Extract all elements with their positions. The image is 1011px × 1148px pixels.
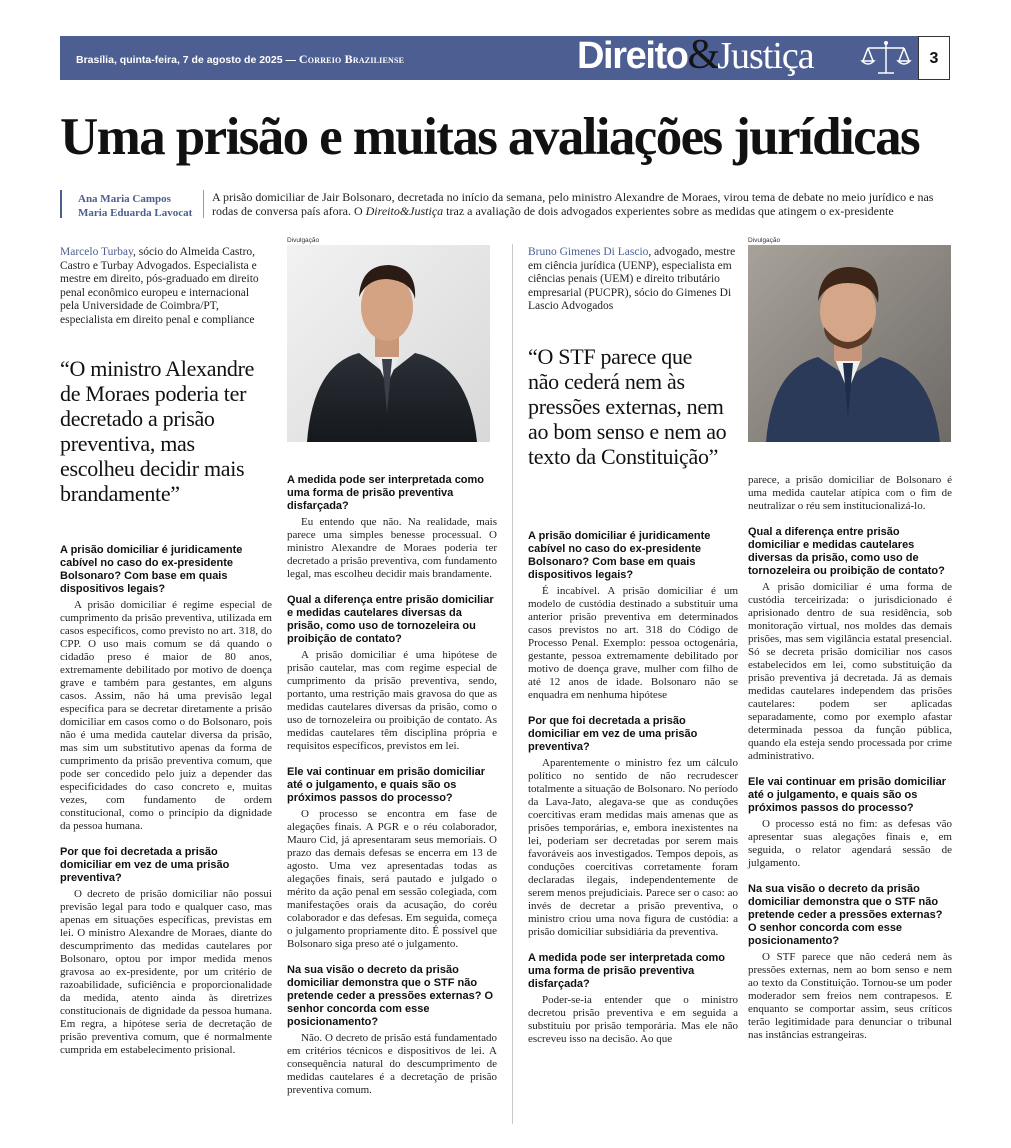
interview-question: Na sua visão o decreto da prisão domiciliar demonstra que o STF não pretende ceder a pressões externas? O senhor concorda com esse posicionamento? bbox=[287, 964, 494, 1028]
interview-answer: Não. O decreto de prisão está fundamentado em critérios técnicos e dispositivos de lei. A consequência natural do descumprimento de medidas cautelares é a decretação de prisão preventiva comum. bbox=[287, 1032, 497, 1096]
interview-question: Na sua visão o decreto da prisão domiciliar demonstra que o STF não pretende ceder a pressões externas? O senhor concorda com esse posicionamento? bbox=[748, 883, 943, 947]
interview-answer-continued: parece, a prisão domiciliar de Bolsonaro é uma medida cautelar atípica com o fim de neutralizar o réu sem institucionalizá-lo. bbox=[748, 474, 952, 512]
interview-answer: É incabível. A prisão domiciliar é um modelo de custódia destinado a substituir uma anterior prisão preventiva em determinados casos previstos no art. 318 do Código de Processo Penal. Exemplo: pessoa octogenária, gestante, pessoa extremamente debilitado por motivo de doença grave, mulher com filho de até 12 anos de idade. Bolsonaro não se enquadra em nenhuma hipótese bbox=[528, 585, 738, 701]
interview-answer: O decreto de prisão domiciliar não possui previsão legal para todo e qualquer caso, mas apenas em situações específicas, previstas em lei. O ministro Alexandre de Moraes, diante do descumprimento das medidas cautelares por Bolsonaro, optou por impor medida menos gravosa ao ex-presidente, por um critério de razoabilidade, suficiência e proporcionalidade da medida, atento ainda às diretrizes constitucionais de dignidade da pessoa humana. Em regra, a hipótese seria de decretação de prisão preventiva comum, que é normalmente cumprida em estabelecimento prisional. bbox=[60, 888, 272, 1056]
interview-answer: Eu entendo que não. Na realidade, mais parece uma simples benesse processual. O ministro Alexandre de Moraes poderia ter decretado a prisão preventiva, com fundamento legal, mas escolheu decidir mais brandamente. bbox=[287, 516, 497, 580]
interview-answer: A prisão domiciliar é regime especial de cumprimento da prisão preventiva, utilizada em casos específicos, como previsto no art. 318, do CPP. O uso mais comum se dá quando o cidadão preso é maior de 80 anos, extremamente debilitado por motivo de doença grave e também para gestantes, em alguns casos. Assim, não há uma previsão legal específica para se decretar diretamente a prisão domiciliar em casos como o do Bolsonaro, pois não é uma medida cautelar diversa da prisão, mas sim um substitutivo apenas da forma de cumprimento da prisão preventiva comum, que pode ser concedido pelo juiz a depender das especificidades do caso concreto e, muitas vezes, com fundamento de ordem constitucional, como o princípio da dignidade da pessoa humana. bbox=[60, 599, 272, 832]
interview-answer: O processo se encontra em fase de alegações finais. A PGR e o réu colaborador, Mauro Cid, já apresentaram seus memoriais. O prazo das demais defesas se encerra em 13 de agosto. Uma vez apresentadas todas as alegações finais, será pautado e julgado o mérito da ação penal em sessão colegiada, com manifestações orais da acusação, do coréu colaborador e das defesas. Em seguida, começa o julgamento propriamente dito. É possível que Bolsonaro siga preso até o julgamento. bbox=[287, 808, 497, 950]
interview-question: Por que foi decretada a prisão domiciliar em vez de uma prisão preventiva? bbox=[528, 715, 698, 753]
interview-question: Qual a diferença entre prisão domiciliar e medidas cautelares diversas da prisão, como uso de tornozeleira ou proibição de contato? bbox=[287, 594, 494, 645]
byline-author: Ana Maria Campos bbox=[78, 193, 171, 205]
article-column bbox=[287, 474, 497, 1097]
interview-question: A medida pode ser interpretada como uma forma de prisão preventiva disfarçada? bbox=[287, 474, 485, 512]
interview-question: Por que foi decretada a prisão domiciliar em vez de uma prisão preventiva? bbox=[60, 846, 230, 884]
interview-answer: Aparentemente o ministro fez um cálculo político no sentido de não recrudescer totalmente a situação de Bolsonaro. No período da Lava-Jato, alegava-se que as conduções coercitivas eram medidas mais amenas que as prisões temporárias, e, embora inexistentes na lei, poderiam ser decretadas por serem mais favoráveis aos investigados. Tempos depois, as conduções coercitivas corretamente foram declaradas ilegais, independentemente de serem menos prejudiciais. Parece ser o caso: ao invés de decretar a prisão preventiva, o ministro criou uma nova figura de custódia: a prisão domiciliar subsidiária da preventiva. bbox=[528, 757, 738, 938]
headline: Uma prisão e muitas avaliações jurídicas bbox=[60, 108, 920, 166]
pull-quote: “O STF parece que não cederá nem às pressões externas, nem ao bom senso e nem ao texto da Constituição” bbox=[528, 344, 727, 469]
lede-divider bbox=[203, 190, 204, 218]
article-column bbox=[60, 544, 272, 1057]
interview-answer: Poder-se-ia entender que o ministro decretou prisão preventiva e em seguida a substituiu por prisão temporária. Mas ele não escreveu isso na decisão. Ao que bbox=[528, 994, 738, 1045]
article-column bbox=[748, 474, 952, 1042]
section-title: Direito&Justiça bbox=[577, 32, 814, 78]
scales-of-justice-icon bbox=[860, 39, 912, 77]
portrait-photo bbox=[748, 245, 951, 442]
article-column bbox=[528, 530, 738, 1046]
column-divider bbox=[512, 244, 513, 1124]
interview-answer: A prisão domiciliar é uma hipótese de prisão cautelar, mas com regime especial de cumprimento da prisão preventiva, sendo, portanto, uma restrição mais gravosa do que as medidas cautelares diversas da prisão, como o uso de tornozeleira ou proibição de contato. As medidas cautelares têm disciplina própria e requisitos específicos, previstos em lei. bbox=[287, 649, 497, 752]
author-bio: Bruno Gimenes Di Lascio, advogado, mestre em ciência jurídica (UENP), especialista em ciências penais (UEM) e direito tributário empresarial (PUCPR), sócio do Gimenes Di Lascio Advogados bbox=[528, 246, 736, 312]
portrait-photo bbox=[287, 245, 490, 442]
byline-accent bbox=[60, 190, 62, 218]
interview-answer: A prisão domiciliar é uma forma de custódia terceirizada: o jurisdicionado é aprisionado dentro de sua residência, sob monitoração virtual, nos moldes das demais prisões, mas sem vigilância estatal presencial. Só se decreta prisão domiciliar nos casos estabelecidos em lei, como substituição da prisão preventiva já decretada. Já as demais medidas cautelares independem das prisões cautelares: podem ser aplicadas separadamente, como por exemplo afastar determinada pessoa da função pública, quando ela esteja sendo processada por crime administrativo. bbox=[748, 581, 952, 762]
author-bio: Marcelo Turbay, sócio do Almeida Castro, Castro e Turbay Advogados. Especialista e mestre em direito, pós-graduado em direito penal econômico europeu e internacional pela Universidade de Coimbra/PT, especialista em direito penal e compliance bbox=[60, 246, 259, 326]
interview-question: Qual a diferença entre prisão domiciliar e medidas cautelares diversas da prisão, como uso de tornozeleira ou proibição de contato? bbox=[748, 526, 945, 577]
interview-question: A medida pode ser interpretada como uma forma de prisão preventiva disfarçada? bbox=[528, 952, 726, 990]
byline-author: Maria Eduarda Lavocat bbox=[78, 207, 193, 219]
interview-answer: O processo está no fim: as defesas vão apresentar suas alegações finais e, em seguida, o relator agendará sessão de julgamento. bbox=[748, 818, 952, 869]
interview-question: Ele vai continuar em prisão domiciliar até o julgamento, e quais são os próximos passos do processo? bbox=[287, 766, 486, 804]
lede: A prisão domiciliar de Jair Bolsonaro, decretada no início da semana, pelo ministro Alexandre de Moraes, virou tema de debate no meio jurídico e nas rodas de conversa país afora. O Direito&Justiça traz a avaliação de dois advogados experientes sobre as medidas que atingem o ex-presidente bbox=[212, 190, 934, 218]
interview-answer: O STF parece que não cederá nem às pressões externas, nem ao bom senso e nem ao texto da Constituição. Tornou-se um poder moderador sem freios nem contrapesos. E enquanto se comportar assim, seus críticos terão legitimidade para denunciar o tribunal nas instâncias estrangeiras. bbox=[748, 951, 952, 1041]
photo-credit: Divulgação bbox=[287, 237, 320, 244]
interview-question: Ele vai continuar em prisão domiciliar até o julgamento, e quais são os próximos passos do processo? bbox=[748, 776, 947, 814]
interview-question: A prisão domiciliar é juridicamente cabível no caso do ex-presidente Bolsonaro? Com base em quais dispositivos legais? bbox=[60, 544, 243, 595]
interview-question: A prisão domiciliar é juridicamente cabível no caso do ex-presidente Bolsonaro? Com base em quais dispositivos legais? bbox=[528, 530, 711, 581]
pull-quote: “O ministro Alexandre de Moraes poderia ter decretado a prisão preventiva, mas escolheu decidir mais brandamente” bbox=[60, 356, 255, 506]
header-date: Brasília, quinta-feira, 7 de agosto de 2025 — Correio Braziliense bbox=[76, 52, 405, 66]
newspaper-name: Correio Braziliense bbox=[298, 52, 405, 66]
photo-credit: Divulgação bbox=[748, 237, 781, 244]
page-number: 3 bbox=[918, 36, 950, 80]
